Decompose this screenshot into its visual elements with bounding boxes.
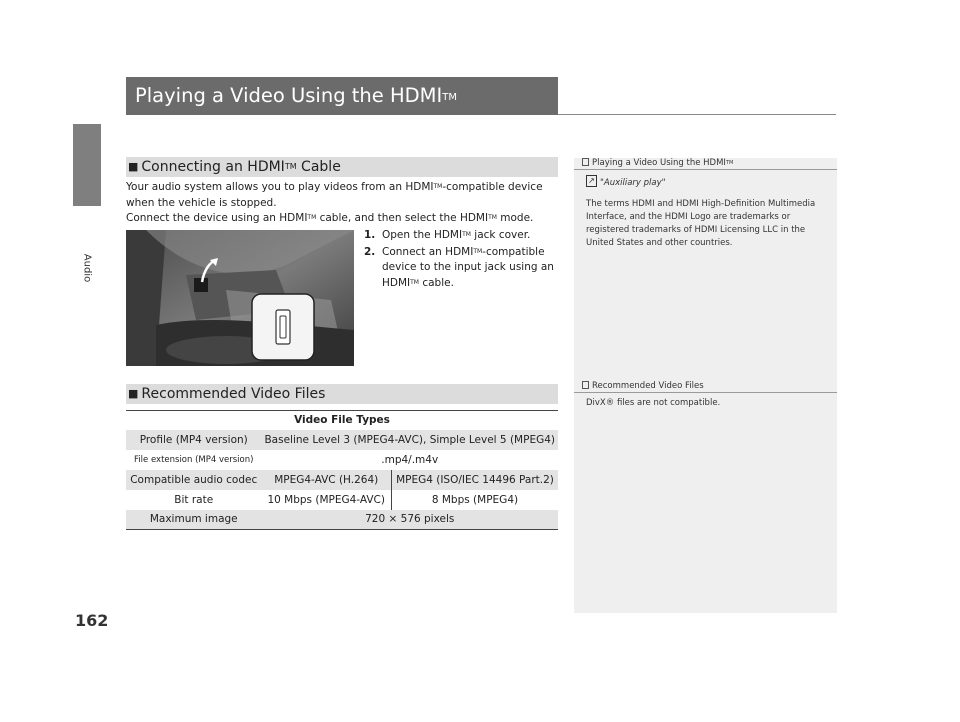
note-heading: Playing a Video Using the HDMI™	[574, 157, 837, 170]
intro-text	[126, 180, 556, 227]
chapter-tab	[73, 124, 101, 206]
intro-paragraph-1: Your audio system allows you to play videos from an HDMI™-compatible device when the vehicle is stopped.	[126, 181, 543, 209]
table-row: Compatible audio codec MPEG4-AVC (H.264) MPEG4 (ISO/IEC 14496 Part.2)	[126, 470, 558, 490]
hdmi-jack-photo	[126, 230, 354, 366]
page-title: Playing a Video Using the HDMI™	[126, 77, 558, 115]
chapter-label: Audio	[81, 253, 93, 283]
title-rule	[558, 114, 836, 115]
table-row: Bit rate 10 Mbps (MPEG4-AVC) 8 Mbps (MPEG4)	[126, 490, 558, 510]
section-heading-connecting: ■ Connecting an HDMI™ Cable	[126, 157, 558, 177]
instruction-steps	[364, 228, 560, 292]
square-bullet-icon: ■	[128, 387, 139, 400]
step-2: 2. Connect an HDMI™-compatible device to the input jack using an HDMI™ cable.	[364, 245, 554, 289]
table-row: Maximum image 720 × 576 pixels	[126, 510, 558, 530]
hdmi-jack-illustration	[126, 230, 354, 366]
table-row: File extension (MP4 version) .mp4/.m4v	[134, 453, 439, 466]
note-hdmi	[574, 157, 837, 250]
table-row: Profile (MP4 version) Baseline Level 3 (MPEG4-AVC), Simple Level 5 (MPEG4)	[126, 430, 558, 450]
square-bullet-icon: ■	[128, 160, 139, 173]
note-body: DivX® files are not compatible.	[586, 398, 721, 408]
intro-paragraph-2: Connect the device using an HDMI™ cable, and then select the HDMI™ mode.	[126, 212, 534, 224]
reference-marker-icon	[582, 158, 589, 166]
note-heading: Recommended Video Files	[574, 380, 837, 393]
cross-reference-icon: ↗	[586, 175, 597, 187]
note-recommended	[574, 380, 837, 410]
video-file-types-table	[126, 410, 558, 530]
section-heading-recommended: ■ Recommended Video Files	[126, 384, 558, 404]
reference-marker-icon	[582, 381, 589, 389]
note-body: ↗ "Auxiliary play" The terms HDMI and HDMI High-Definition Multimedia Interface, and the HDMI Logo are trademarks or registered trademarks of HDMI Licensing LLC in the United States and other countries.	[574, 170, 837, 250]
table-caption-row: Video File Types	[126, 411, 558, 430]
cross-reference-link[interactable]: ↗ "Auxiliary play"	[600, 177, 829, 190]
page-number: 162	[75, 611, 109, 630]
step-1: 1. Open the HDMI™ jack cover.	[364, 229, 531, 241]
